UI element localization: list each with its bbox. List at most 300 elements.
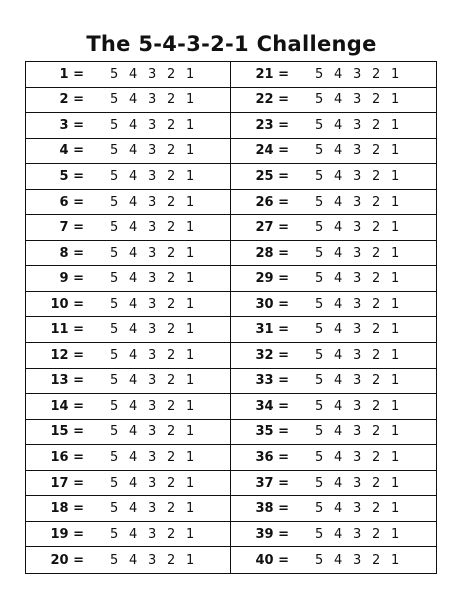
digit: 1 (391, 220, 400, 236)
table-row (26, 343, 230, 369)
table-row (26, 292, 230, 318)
digit: 5 (315, 117, 324, 133)
digit: 4 (129, 117, 138, 133)
digit: 4 (129, 373, 138, 389)
problem-number: 31 = (255, 322, 289, 338)
digit: 2 (372, 66, 381, 82)
table-row (231, 471, 436, 497)
digit: 4 (334, 424, 343, 440)
digit: 1 (186, 450, 195, 466)
table-row (231, 496, 436, 522)
digit: 3 (148, 322, 157, 338)
digit: 3 (148, 220, 157, 236)
digit-sequence (315, 271, 410, 286)
table-row (26, 62, 230, 88)
problem-number: 28 = (255, 245, 289, 261)
digit-sequence (315, 424, 410, 439)
digit: 5 (315, 552, 324, 568)
digit: 1 (391, 66, 400, 82)
digit: 2 (167, 322, 176, 338)
digit: 2 (372, 168, 381, 184)
problem-number: 34 = (255, 398, 289, 414)
digit: 2 (372, 117, 381, 133)
digit: 3 (148, 501, 157, 517)
digit-sequence (315, 143, 410, 158)
digit: 4 (129, 92, 138, 108)
digit-sequence (110, 501, 205, 516)
problem-number: 18 = (50, 501, 84, 517)
digit: 4 (129, 347, 138, 363)
digit: 2 (167, 424, 176, 440)
digit-sequence (110, 373, 205, 388)
table-row (231, 164, 436, 190)
digit: 4 (334, 168, 343, 184)
table-row (231, 139, 436, 165)
digit: 2 (372, 526, 381, 542)
digit: 4 (334, 143, 343, 159)
digit: 2 (372, 92, 381, 108)
digit: 5 (110, 552, 119, 568)
digit: 4 (334, 245, 343, 261)
digit: 2 (167, 373, 176, 389)
table-row (26, 420, 230, 446)
digit: 4 (334, 220, 343, 236)
digit: 4 (129, 245, 138, 261)
digit: 1 (186, 501, 195, 517)
digit-sequence (110, 322, 205, 337)
digit: 1 (391, 475, 400, 491)
problem-number: 30 = (255, 296, 289, 312)
digit: 1 (391, 168, 400, 184)
table-row (231, 547, 436, 573)
digit: 4 (334, 526, 343, 542)
table-row (231, 522, 436, 548)
right-column (231, 62, 436, 573)
table-row (26, 113, 230, 139)
digit-sequence (110, 399, 205, 414)
table-row (26, 190, 230, 216)
digit: 3 (148, 347, 157, 363)
digit: 5 (315, 501, 324, 517)
problem-number: 40 = (255, 552, 289, 568)
digit: 3 (353, 475, 362, 491)
table-row (26, 445, 230, 471)
digit: 3 (353, 296, 362, 312)
digit: 3 (148, 143, 157, 159)
digit: 2 (167, 66, 176, 82)
digit-sequence (110, 246, 205, 261)
digit: 1 (186, 347, 195, 363)
table-row (26, 88, 230, 114)
digit-sequence (315, 118, 410, 133)
digit: 2 (167, 220, 176, 236)
digit: 4 (129, 552, 138, 568)
table-row (231, 88, 436, 114)
digit: 5 (110, 271, 119, 287)
digit: 2 (167, 92, 176, 108)
digit: 1 (391, 526, 400, 542)
digit: 5 (315, 424, 324, 440)
digit: 3 (353, 501, 362, 517)
table-row (231, 190, 436, 216)
digit: 3 (353, 168, 362, 184)
digit: 5 (110, 450, 119, 466)
digit: 5 (110, 117, 119, 133)
digit: 3 (148, 271, 157, 287)
digit: 4 (334, 552, 343, 568)
digit: 2 (167, 552, 176, 568)
digit: 4 (334, 450, 343, 466)
problem-number: 17 = (50, 475, 84, 491)
problem-number: 7 = (59, 220, 84, 236)
digit: 4 (129, 194, 138, 210)
digit-sequence (315, 195, 410, 210)
digit: 4 (129, 143, 138, 159)
digit-sequence (315, 476, 410, 491)
digit: 3 (148, 526, 157, 542)
digit: 2 (167, 296, 176, 312)
digit: 3 (353, 117, 362, 133)
digit: 4 (334, 322, 343, 338)
table-row (26, 522, 230, 548)
table-row (26, 164, 230, 190)
digit: 5 (110, 501, 119, 517)
digit-sequence (315, 373, 410, 388)
digit: 5 (110, 245, 119, 261)
digit-sequence (110, 553, 205, 568)
problem-number: 11 = (50, 322, 84, 338)
digit: 2 (372, 398, 381, 414)
digit: 1 (391, 501, 400, 517)
challenge-table (25, 61, 437, 574)
problem-number: 25 = (255, 168, 289, 184)
digit: 5 (110, 526, 119, 542)
digit: 4 (334, 271, 343, 287)
digit: 4 (129, 450, 138, 466)
digit: 5 (315, 245, 324, 261)
digit: 4 (129, 271, 138, 287)
digit: 5 (110, 322, 119, 338)
digit: 5 (315, 194, 324, 210)
problem-number: 39 = (255, 526, 289, 542)
digit-sequence (110, 92, 205, 107)
table-row (231, 369, 436, 395)
problem-number: 32 = (255, 347, 289, 363)
problem-number: 38 = (255, 501, 289, 517)
digit-sequence (110, 169, 205, 184)
digit: 2 (167, 245, 176, 261)
digit: 2 (372, 424, 381, 440)
problem-number: 6 = (59, 194, 84, 210)
digit: 5 (110, 220, 119, 236)
digit-sequence (315, 450, 410, 465)
digit: 1 (186, 66, 195, 82)
digit: 3 (148, 296, 157, 312)
digit: 1 (391, 92, 400, 108)
digit: 1 (186, 373, 195, 389)
problem-number: 13 = (50, 373, 84, 389)
digit: 4 (129, 501, 138, 517)
table-row (231, 343, 436, 369)
digit: 3 (353, 347, 362, 363)
digit: 4 (129, 398, 138, 414)
problem-number: 5 = (59, 168, 84, 184)
digit-sequence (315, 246, 410, 261)
digit-sequence (110, 424, 205, 439)
digit: 1 (186, 552, 195, 568)
digit: 3 (353, 66, 362, 82)
digit: 3 (353, 194, 362, 210)
problem-number: 37 = (255, 475, 289, 491)
table-row (231, 215, 436, 241)
table-row (231, 420, 436, 446)
digit-sequence (315, 67, 410, 82)
digit: 2 (372, 296, 381, 312)
problem-number: 8 = (59, 245, 84, 261)
digit: 1 (391, 373, 400, 389)
digit: 2 (372, 501, 381, 517)
digit-sequence (315, 92, 410, 107)
digit: 3 (353, 450, 362, 466)
digit: 5 (315, 475, 324, 491)
digit-sequence (110, 220, 205, 235)
digit: 5 (315, 296, 324, 312)
problem-number: 14 = (50, 398, 84, 414)
digit: 2 (167, 526, 176, 542)
digit: 3 (353, 92, 362, 108)
digit: 3 (148, 92, 157, 108)
problem-number: 35 = (255, 424, 289, 440)
digit-sequence (110, 297, 205, 312)
table-row (231, 62, 436, 88)
problem-number: 23 = (255, 117, 289, 133)
digit: 3 (148, 245, 157, 261)
digit: 4 (129, 220, 138, 236)
digit: 4 (334, 398, 343, 414)
digit: 3 (148, 168, 157, 184)
digit: 4 (129, 424, 138, 440)
digit-sequence (110, 527, 205, 542)
table-row (26, 547, 230, 573)
digit: 2 (372, 450, 381, 466)
digit: 1 (186, 168, 195, 184)
digit: 1 (186, 424, 195, 440)
digit: 2 (167, 501, 176, 517)
digit-sequence (110, 143, 205, 158)
digit: 3 (353, 143, 362, 159)
digit: 2 (372, 245, 381, 261)
digit: 5 (315, 143, 324, 159)
digit: 3 (148, 66, 157, 82)
digit: 1 (186, 92, 195, 108)
digit: 5 (110, 373, 119, 389)
digit: 5 (315, 398, 324, 414)
digit: 1 (391, 424, 400, 440)
table-row (26, 369, 230, 395)
digit: 2 (167, 117, 176, 133)
digit-sequence (110, 118, 205, 133)
digit: 2 (372, 347, 381, 363)
digit: 5 (110, 398, 119, 414)
digit: 5 (110, 143, 119, 159)
table-row (26, 496, 230, 522)
digit: 1 (186, 398, 195, 414)
table-row (231, 317, 436, 343)
digit: 5 (110, 424, 119, 440)
digit: 4 (129, 322, 138, 338)
digit: 5 (315, 322, 324, 338)
digit: 3 (353, 220, 362, 236)
problem-number: 10 = (50, 296, 84, 312)
digit: 4 (129, 526, 138, 542)
digit: 1 (186, 475, 195, 491)
problem-number: 16 = (50, 450, 84, 466)
table-row (26, 266, 230, 292)
digit: 3 (148, 450, 157, 466)
problem-number: 27 = (255, 220, 289, 236)
digit: 2 (167, 347, 176, 363)
problem-number: 20 = (50, 552, 84, 568)
digit: 1 (391, 245, 400, 261)
digit: 1 (186, 220, 195, 236)
digit-sequence (315, 553, 410, 568)
digit: 3 (353, 245, 362, 261)
digit: 4 (129, 168, 138, 184)
digit: 3 (148, 398, 157, 414)
digit: 4 (129, 66, 138, 82)
digit: 4 (334, 296, 343, 312)
digit: 5 (315, 347, 324, 363)
digit: 4 (334, 373, 343, 389)
digit: 3 (353, 398, 362, 414)
digit: 2 (372, 194, 381, 210)
digit: 5 (110, 194, 119, 210)
problem-number: 29 = (255, 271, 289, 287)
problem-number: 24 = (255, 143, 289, 159)
digit: 3 (353, 322, 362, 338)
digit-sequence (110, 67, 205, 82)
problem-number: 33 = (255, 373, 289, 389)
digit: 4 (129, 296, 138, 312)
table-row (26, 317, 230, 343)
digit: 5 (315, 373, 324, 389)
digit-sequence (110, 195, 205, 210)
problem-number: 22 = (255, 92, 289, 108)
digit-sequence (110, 271, 205, 286)
digit: 5 (110, 347, 119, 363)
problem-number: 3 = (59, 117, 84, 133)
digit: 2 (372, 552, 381, 568)
digit: 1 (391, 296, 400, 312)
left-column (26, 62, 231, 573)
digit-sequence (315, 220, 410, 235)
digit: 4 (334, 347, 343, 363)
digit: 2 (167, 450, 176, 466)
problem-number: 21 = (255, 66, 289, 82)
digit-sequence (315, 399, 410, 414)
digit: 1 (391, 117, 400, 133)
digit: 5 (110, 475, 119, 491)
digit-sequence (315, 527, 410, 542)
digit: 1 (186, 322, 195, 338)
digit: 5 (315, 168, 324, 184)
digit: 1 (391, 450, 400, 466)
page-title: The 5-4-3-2-1 Challenge (86, 32, 377, 56)
digit: 2 (372, 475, 381, 491)
digit: 1 (391, 194, 400, 210)
digit: 3 (148, 552, 157, 568)
digit: 1 (186, 143, 195, 159)
digit: 3 (148, 117, 157, 133)
digit: 5 (110, 92, 119, 108)
digit: 5 (315, 66, 324, 82)
problem-number: 36 = (255, 450, 289, 466)
table-row (231, 266, 436, 292)
digit: 1 (186, 245, 195, 261)
digit: 1 (391, 398, 400, 414)
digit-sequence (110, 450, 205, 465)
problem-number: 12 = (50, 347, 84, 363)
digit: 2 (372, 220, 381, 236)
digit: 2 (167, 143, 176, 159)
digit: 5 (315, 450, 324, 466)
digit: 5 (315, 271, 324, 287)
digit: 5 (110, 66, 119, 82)
table-row (26, 215, 230, 241)
digit: 3 (353, 373, 362, 389)
digit: 3 (353, 526, 362, 542)
digit: 3 (148, 194, 157, 210)
table-row (26, 139, 230, 165)
table-row (231, 394, 436, 420)
digit-sequence (315, 322, 410, 337)
digit: 1 (391, 271, 400, 287)
table-row (231, 445, 436, 471)
digit: 4 (334, 66, 343, 82)
digit: 4 (334, 117, 343, 133)
problem-number: 9 = (59, 271, 84, 287)
problem-number: 26 = (255, 194, 289, 210)
digit: 4 (334, 475, 343, 491)
digit: 1 (391, 552, 400, 568)
digit-sequence (110, 476, 205, 491)
digit-sequence (315, 348, 410, 363)
digit: 2 (167, 168, 176, 184)
digit: 2 (167, 398, 176, 414)
digit: 3 (148, 424, 157, 440)
digit: 3 (353, 552, 362, 568)
digit: 1 (391, 143, 400, 159)
digit: 1 (186, 194, 195, 210)
digit: 2 (372, 322, 381, 338)
digit: 2 (372, 373, 381, 389)
digit: 2 (167, 194, 176, 210)
problem-number: 19 = (50, 526, 84, 542)
digit: 2 (167, 475, 176, 491)
digit: 1 (186, 271, 195, 287)
table-row (231, 113, 436, 139)
digit-sequence (315, 297, 410, 312)
digit: 5 (315, 92, 324, 108)
digit: 1 (186, 117, 195, 133)
problem-number: 4 = (59, 143, 84, 159)
problem-number: 1 = (59, 66, 84, 82)
digit-sequence (315, 169, 410, 184)
digit: 5 (110, 296, 119, 312)
digit: 1 (391, 322, 400, 338)
table-row (231, 292, 436, 318)
digit: 5 (315, 220, 324, 236)
